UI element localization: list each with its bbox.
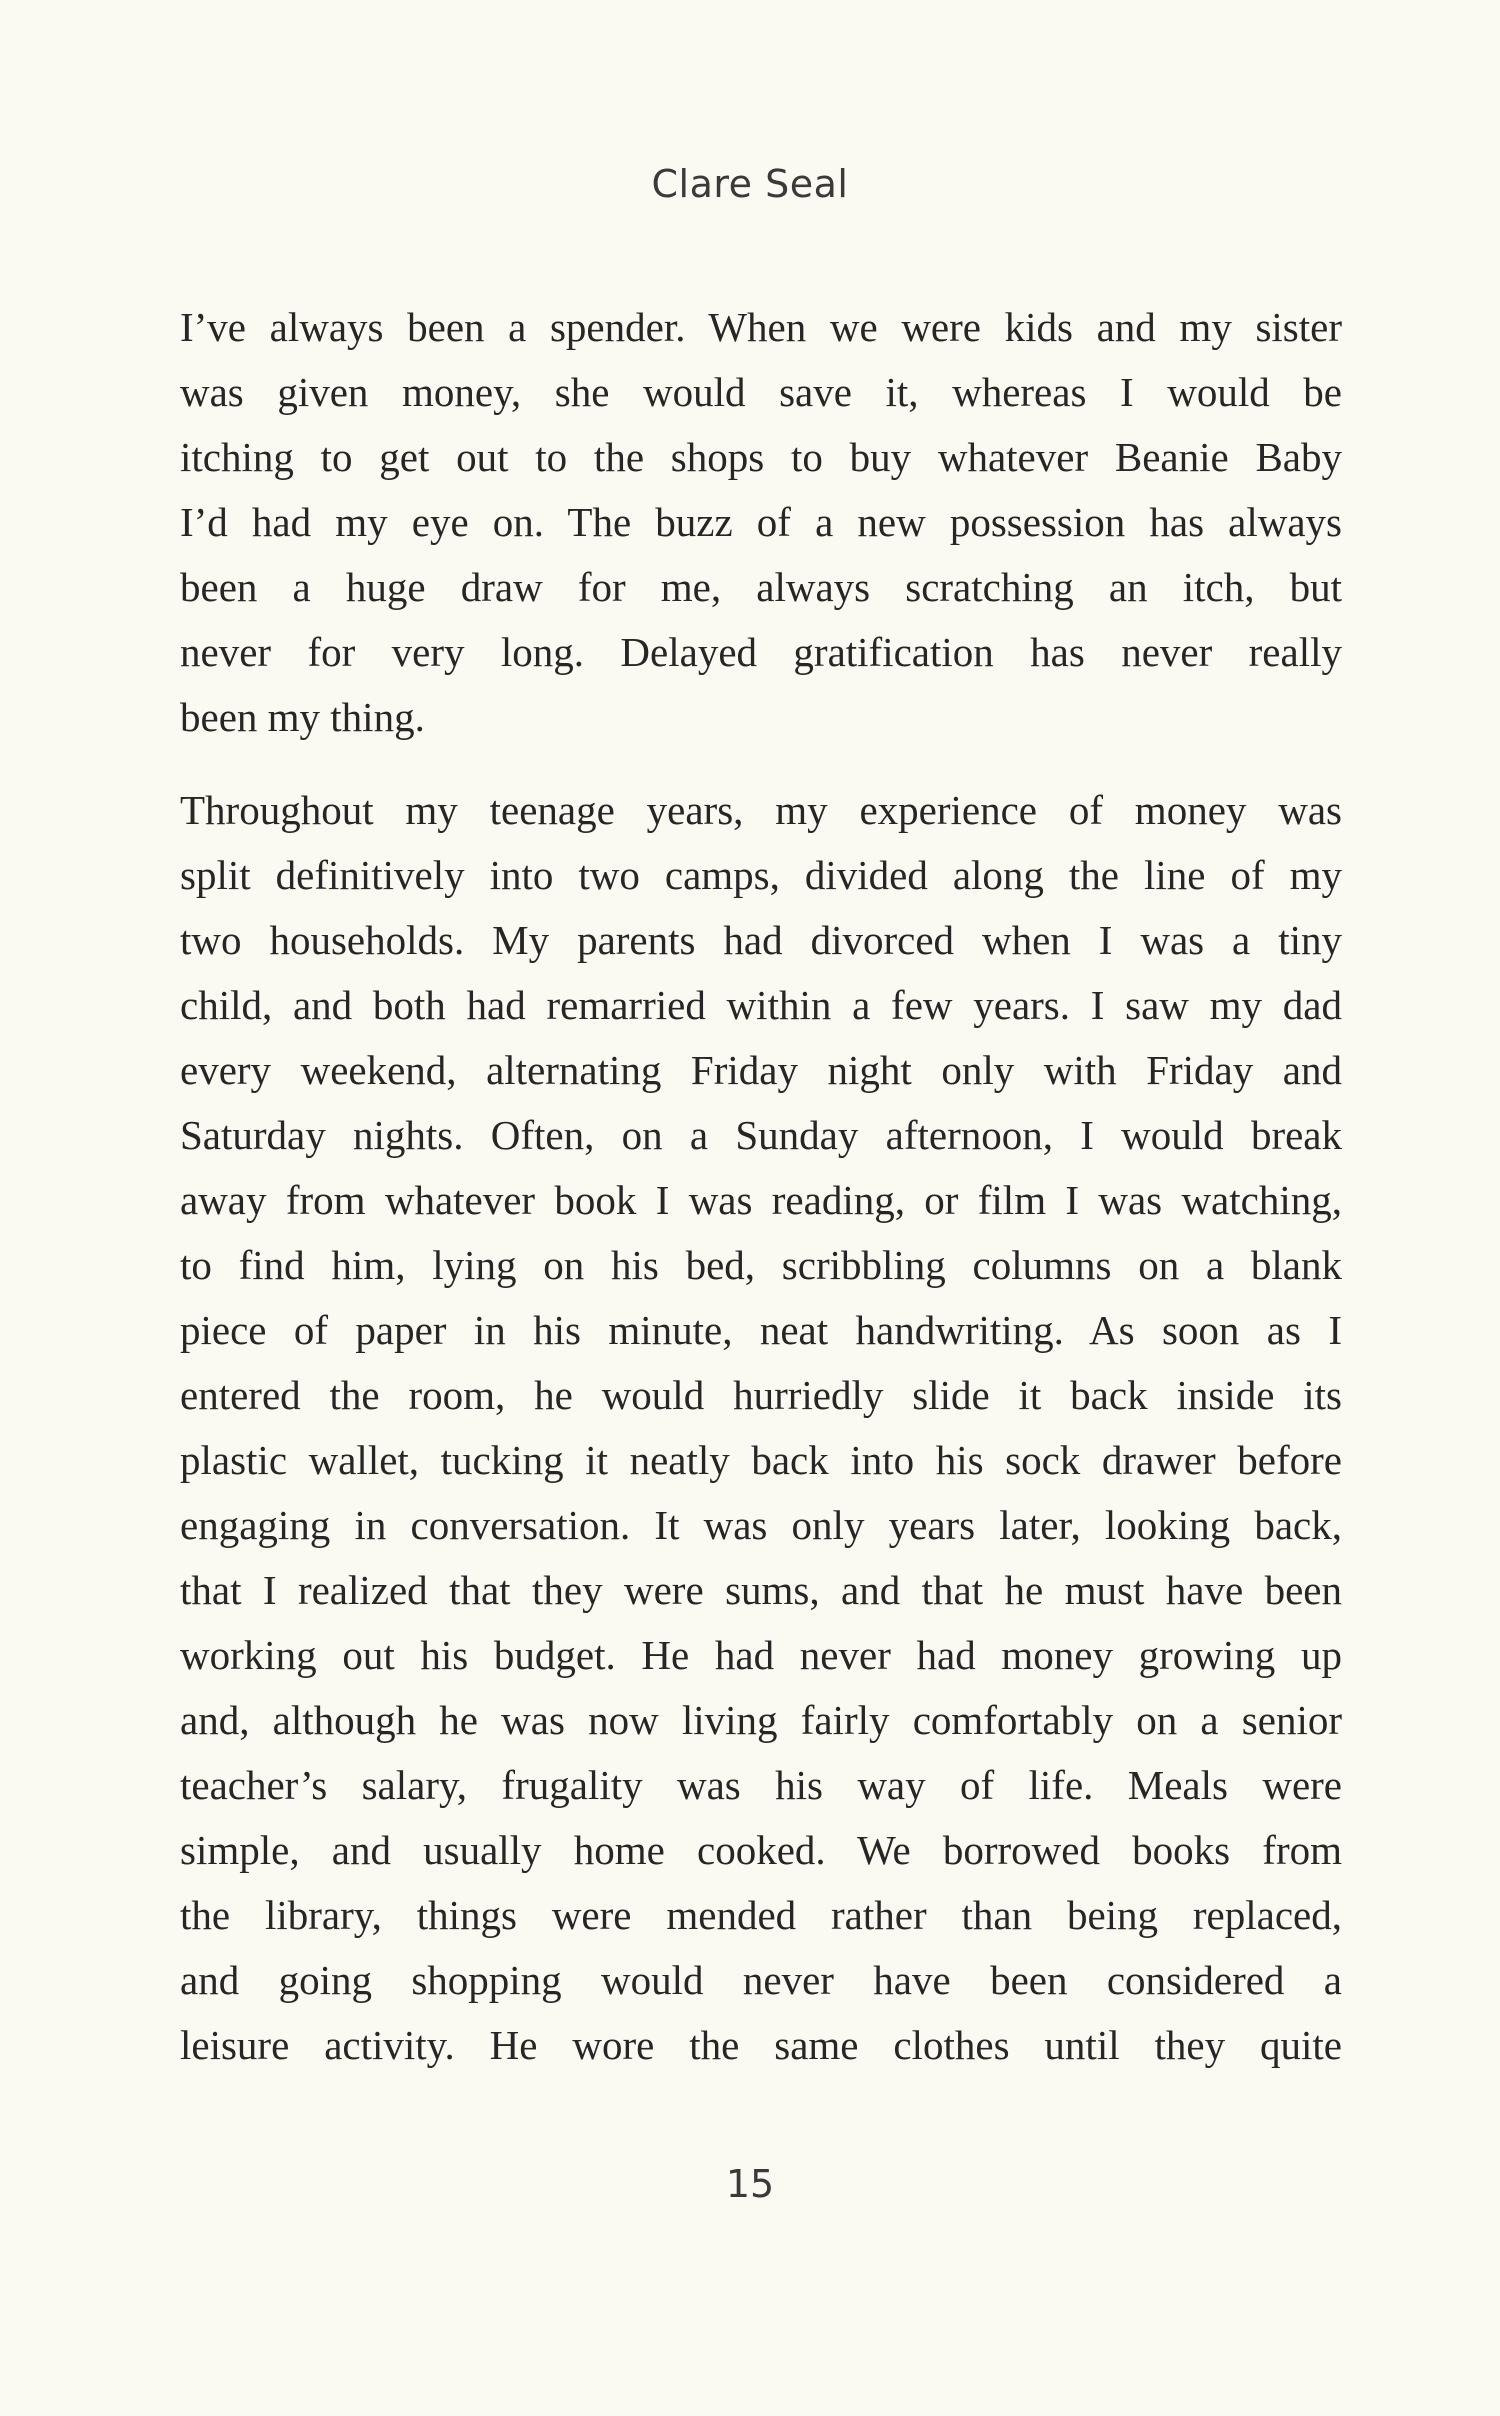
text-line: I’ve always been a spender. When we were kids and my sister	[180, 304, 1342, 350]
body-text	[180, 295, 1342, 2106]
text-line: away from whatever book I was reading, or film I was watching,	[180, 1177, 1342, 1223]
text-line: Saturday nights. Often, on a Sunday afternoon, I would break	[180, 1112, 1342, 1158]
text-line: never for very long. Delayed gratification has never really	[180, 629, 1342, 675]
running-header: Clare Seal	[651, 162, 849, 206]
text-line: Throughout my teenage years, my experience of money was	[180, 787, 1342, 833]
text-line: itching to get out to the shops to buy whatever Beanie Baby	[180, 434, 1342, 480]
text-line: and, although he was now living fairly comfortably on a senior	[180, 1697, 1342, 1743]
text-line: split definitively into two camps, divided along the line of my	[180, 852, 1342, 898]
text-line: teacher’s salary, frugality was his way of life. Meals were	[180, 1762, 1342, 1808]
text-line: was given money, she would save it, whereas I would be	[180, 369, 1342, 415]
text-line: piece of paper in his minute, neat handwriting. As soon as I	[180, 1307, 1342, 1353]
text-line: that I realized that they were sums, and that he must have been	[180, 1567, 1342, 1613]
text-line: plastic wallet, tucking it neatly back into his sock drawer before	[180, 1437, 1342, 1483]
text-line: entered the room, he would hurriedly slide it back inside its	[180, 1372, 1342, 1418]
text-line: engaging in conversation. It was only years later, looking back,	[180, 1502, 1342, 1548]
text-line: and going shopping would never have been considered a	[180, 1957, 1342, 2003]
text-line: been my thing.	[180, 694, 425, 740]
paragraph-2	[180, 778, 1342, 2078]
text-line: to find him, lying on his bed, scribbling columns on a blank	[180, 1242, 1342, 1288]
text-line: been a huge draw for me, always scratching an itch, but	[180, 564, 1342, 610]
text-line: working out his budget. He had never had money growing up	[180, 1632, 1342, 1678]
paragraph-1	[180, 295, 1342, 750]
text-line: leisure activity. He wore the same clothes until they quite	[180, 2022, 1342, 2068]
text-line: I’d had my eye on. The buzz of a new possession has always	[180, 499, 1342, 545]
text-line: two households. My parents had divorced when I was a tiny	[180, 917, 1342, 963]
text-line: simple, and usually home cooked. We borrowed books from	[180, 1827, 1342, 1873]
text-line: child, and both had remarried within a few years. I saw my dad	[180, 982, 1342, 1028]
text-line: every weekend, alternating Friday night only with Friday and	[180, 1047, 1342, 1093]
page-number: 15	[725, 2162, 775, 2206]
text-line: the library, things were mended rather than being replaced,	[180, 1892, 1342, 1938]
